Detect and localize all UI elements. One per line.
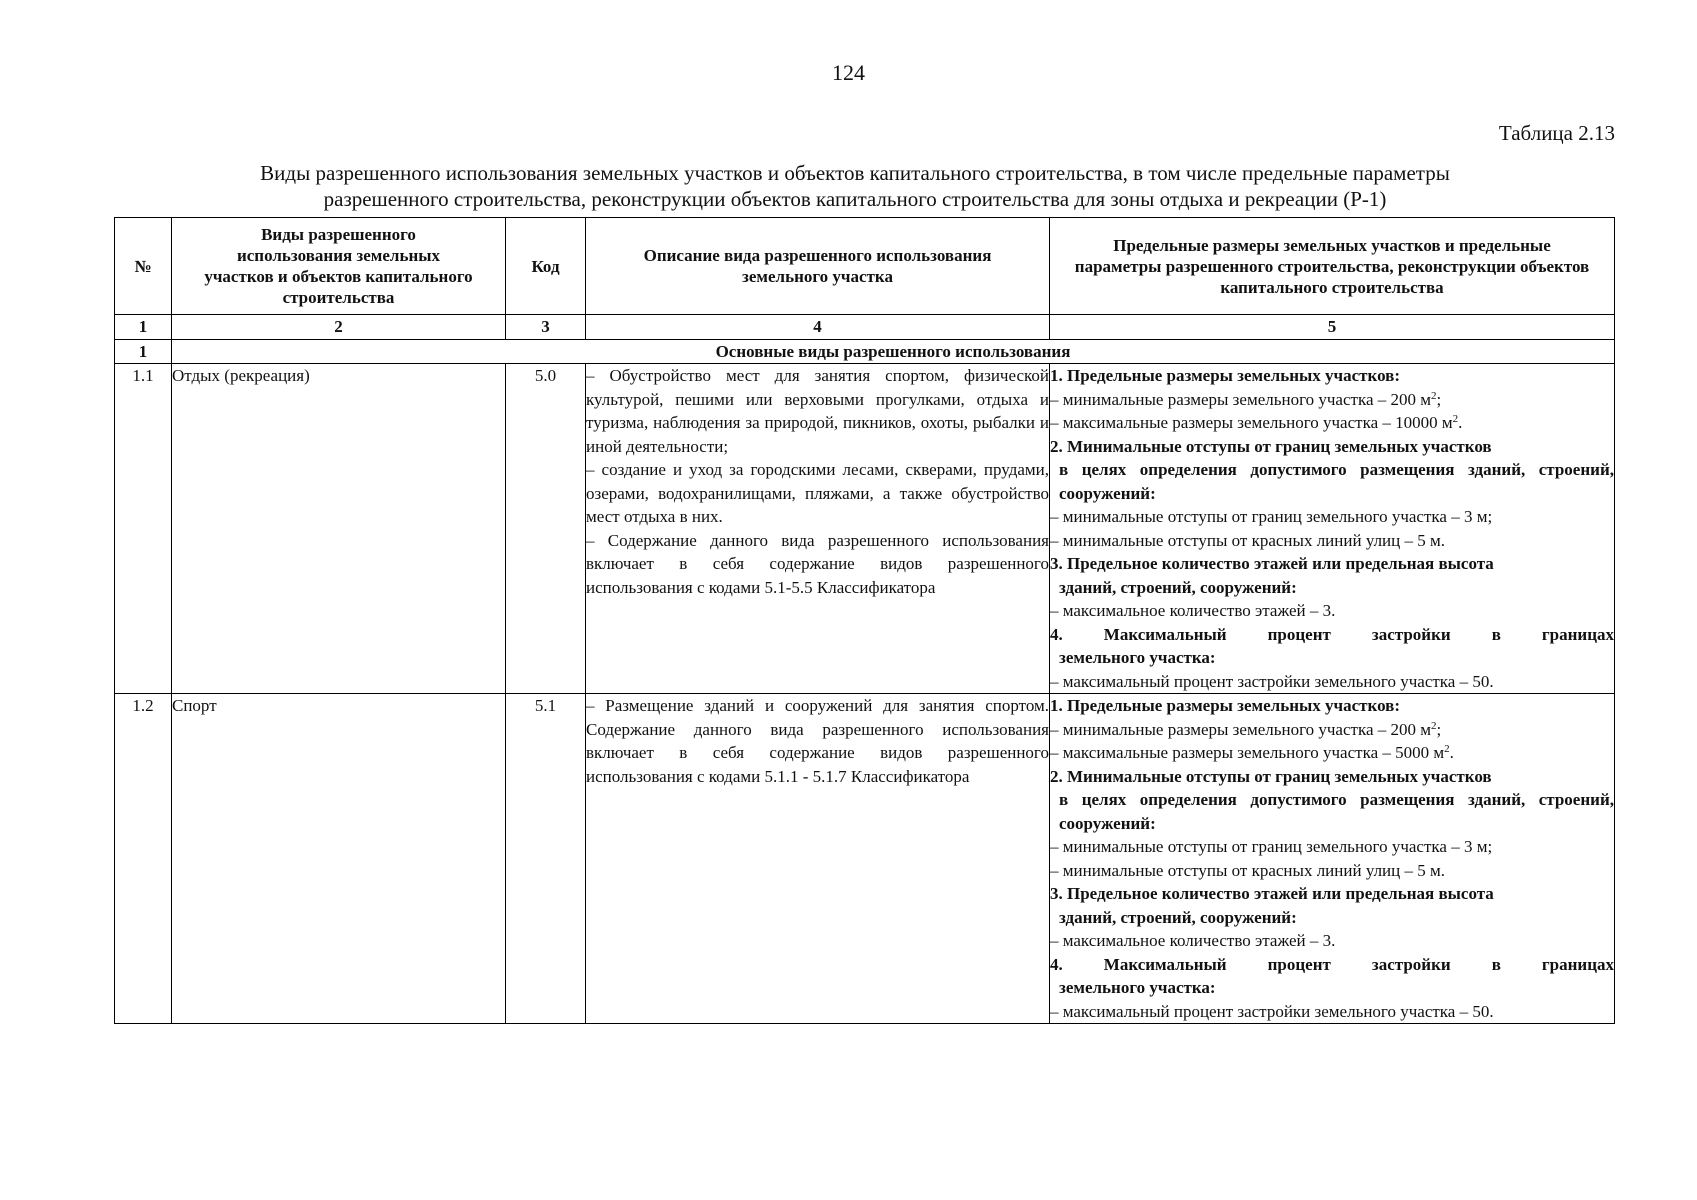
param-item xyxy=(1050,388,1614,412)
header-num: № xyxy=(115,218,172,315)
column-number: 1 xyxy=(115,315,172,340)
header-kind: Виды разрешенного использования земельных участков и объектов капитального строительства xyxy=(172,218,506,315)
param-heading-line: в целях определения допустимого размещения зданий, строений, сооружений: xyxy=(1059,790,1614,833)
superscript: 2 xyxy=(1452,413,1459,425)
param-text: – минимальные размеры земельного участка – 200 м xyxy=(1050,389,1432,409)
param-heading-line: 3. Предельное количество этажей или предельная высота xyxy=(1050,554,1494,573)
row-code: 5.0 xyxy=(506,364,586,694)
description-paragraph: – Обустройство мест для занятия спортом, физической культурой, пешими или верховыми прогулками, отдыха и туризма, наблюдения за природой, пикников, охоты, рыбалки и иной деятельности; xyxy=(586,366,1049,456)
param-heading: 1. Предельные размеры земельных участков: xyxy=(1050,696,1401,715)
param-item: – максимальное количество этажей – 3. xyxy=(1050,931,1336,950)
param-item xyxy=(1050,411,1614,435)
table-caption xyxy=(110,160,1600,212)
description-paragraph: – Содержание данного вида разрешенного использования включает в себя содержание видов разрешенного использования с кодами 5.1-5.5 Классификатора xyxy=(586,530,1049,597)
param-item: – минимальные отступы от красных линий улиц – 5 м. xyxy=(1050,860,1446,880)
header-code: Код xyxy=(506,218,586,315)
param-heading-line: 2. Минимальные отступы от границ земельных участков xyxy=(1050,436,1492,456)
section-number: 1 xyxy=(115,339,172,364)
param-text: ; xyxy=(1436,389,1442,409)
table-row xyxy=(115,694,1615,1024)
table-row xyxy=(115,364,1615,694)
land-use-table xyxy=(114,217,1615,1024)
param-item: – максимальный процент застройки земельного участка – 50. xyxy=(1050,1001,1494,1021)
param-item xyxy=(1050,718,1614,742)
row-kind: Отдых (рекреация) xyxy=(172,364,506,694)
superscript: 2 xyxy=(1444,743,1450,755)
row-parameters xyxy=(1050,364,1615,694)
param-text: ; xyxy=(1436,719,1442,739)
param-text: – минимальные размеры земельного участка – 200 м xyxy=(1050,719,1432,739)
param-item: – минимальные отступы от границ земельного участка – 3 м; xyxy=(1050,837,1493,856)
caption-line-1: Виды разрешенного использования земельных участков и объектов капитального строительства, в том числе предельные параметры xyxy=(260,161,1450,185)
section-row xyxy=(115,339,1615,364)
param-item: – минимальные отступы от границ земельного участка – 3 м; xyxy=(1050,507,1493,526)
row-description xyxy=(586,364,1050,694)
param-heading-line: 3. Предельное количество этажей или предельная высота xyxy=(1050,884,1494,903)
column-number: 2 xyxy=(172,315,506,340)
table-label: Таблица 2.13 xyxy=(1498,121,1615,145)
description-paragraph: – создание и уход за городскими лесами, скверами, прудами, озерами, водохранилищами, пляжами, а также обустройство мест отдыха в них. xyxy=(586,460,1049,526)
param-heading xyxy=(1050,623,1614,670)
param-heading xyxy=(1050,882,1614,929)
param-heading-line: 4. Максимальный процент застройки в границах xyxy=(1050,624,1614,644)
param-text: . xyxy=(1449,743,1454,762)
superscript: 2 xyxy=(1431,719,1437,732)
row-parameters xyxy=(1050,694,1615,1024)
param-text: . xyxy=(1458,413,1463,432)
param-heading-line: земельного участка: xyxy=(1059,648,1216,667)
param-heading-line: зданий, строений, сооружений: xyxy=(1059,577,1297,597)
caption-line-2: разрешенного строительства, реконструкции объектов капитального строительства для зоны отдыха и рекреации (Р-1) xyxy=(323,187,1387,211)
row-number: 1.2 xyxy=(115,694,172,1024)
param-heading-line: 4. Максимальный процент застройки в границах xyxy=(1050,954,1614,974)
param-text: – максимальные размеры земельного участка – 5000 м xyxy=(1050,743,1445,762)
column-number-row xyxy=(115,315,1615,340)
page-number: 124 xyxy=(832,60,865,85)
row-kind: Спорт xyxy=(172,694,506,1024)
header-row xyxy=(115,218,1615,315)
param-heading-line: земельного участка: xyxy=(1059,978,1216,997)
description-paragraph: – Размещение зданий и сооружений для занятия спортом. Содержание данного вида разрешенного использования включает в себя содержание видов разрешенного использования с кодами 5.1.1 - 5.1.7 Классификатора xyxy=(586,696,1049,786)
param-heading: 1. Предельные размеры земельных участков: xyxy=(1050,366,1401,385)
row-code: 5.1 xyxy=(506,694,586,1024)
column-number: 5 xyxy=(1050,315,1615,340)
section-title: Основные виды разрешенного использования xyxy=(172,339,1615,364)
superscript: 2 xyxy=(1431,389,1437,402)
param-heading-line: зданий, строений, сооружений: xyxy=(1059,907,1297,927)
row-description xyxy=(586,694,1050,1024)
param-heading-line: в целях определения допустимого размещения зданий, строений, сооружений: xyxy=(1059,460,1614,503)
param-heading xyxy=(1050,435,1614,506)
param-item: – максимальное количество этажей – 3. xyxy=(1050,601,1336,620)
header-parameters: Предельные размеры земельных участков и предельные параметры разрешенного строительства, реконструкции объектов капитального строительства xyxy=(1050,218,1615,315)
param-heading xyxy=(1050,953,1614,1000)
param-item: – минимальные отступы от красных линий улиц – 5 м. xyxy=(1050,530,1446,550)
column-number: 3 xyxy=(506,315,586,340)
param-text: – максимальные размеры земельного участка – 10000 м xyxy=(1050,413,1453,432)
row-number: 1.1 xyxy=(115,364,172,694)
param-heading xyxy=(1050,765,1614,836)
param-heading-line: 2. Минимальные отступы от границ земельных участков xyxy=(1050,766,1492,786)
column-number: 4 xyxy=(586,315,1050,340)
header-description: Описание вида разрешенного использования земельного участка xyxy=(586,218,1050,315)
param-heading xyxy=(1050,552,1614,599)
param-item xyxy=(1050,741,1614,765)
param-item: – максимальный процент застройки земельного участка – 50. xyxy=(1050,671,1494,691)
